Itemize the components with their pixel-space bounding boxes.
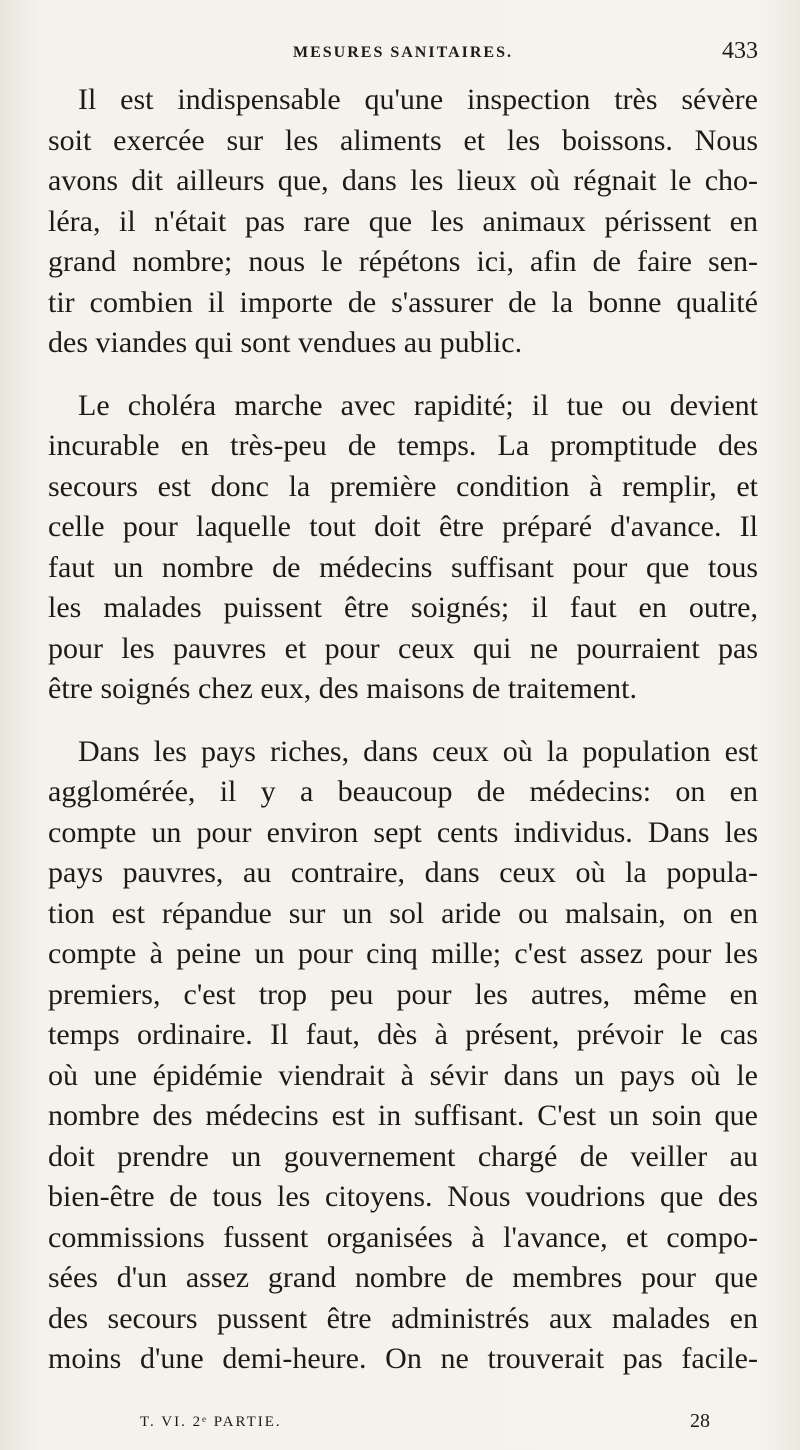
text-line: grand nombre; nous le répétons ici, afin de faire sen- — [48, 245, 758, 278]
text-line: faut un nombre de médecins suffisant pour que tous — [48, 550, 758, 584]
text-line: des viandes qui sont vendues au public. — [48, 326, 523, 359]
text-line: incurable en très-peu de temps. La promptitude des — [48, 429, 758, 462]
text-line: moins d'une demi-heure. On ne trouverait pas facile- — [48, 1342, 758, 1375]
page-footer — [140, 1410, 710, 1436]
text-line: commissions fussent organisées à l'avance, et compo- — [48, 1220, 758, 1254]
text-line: Le choléra marche avec rapidité; il tue ou devient — [78, 388, 758, 422]
text-line: tir combien il importe de s'assurer de la bonne qualité — [48, 285, 758, 319]
text-line: Il est indispensable qu'une inspection très sévère — [78, 83, 758, 116]
text-line: tion est répandue sur un sol aride ou malsain, on en — [48, 896, 758, 930]
sheet-number: 28 — [690, 1410, 710, 1432]
running-title: MESURES SANITAIRES. — [293, 44, 513, 61]
text-line: doit prendre un gouvernement chargé de veiller au — [48, 1139, 758, 1173]
text-line: secours est donc la première condition à remplir, et — [48, 469, 758, 503]
text-line: premiers, c'est trop peu pour les autres, même en — [48, 977, 758, 1011]
paragraph-rapid-relief — [48, 386, 758, 710]
text-line: bien-être de tous les citoyens. Nous voudrions que des — [48, 1180, 758, 1213]
text-line: celle pour laquelle tout doit être préparé d'avance. Il — [48, 510, 758, 543]
text-line: où une épidémie viendrait à sévir dans un pays où le — [48, 1058, 758, 1092]
page-number: 433 — [722, 38, 758, 64]
text-line: pour les pauvres et pour ceux qui ne pourraient pas — [48, 631, 758, 665]
text-line: être soignés chez eux, des maisons de traitement. — [48, 672, 637, 705]
text-line: soit exercée sur les aliments et les boissons. Nous — [48, 123, 758, 157]
signature-mark: T. VI. 2ᵉ PARTIE. — [140, 1414, 282, 1430]
text-line: compte à peine un pour cinq mille; c'est assez pour les — [48, 937, 758, 970]
text-line: léra, il n'était pas rare que les animaux périssent en — [48, 204, 758, 238]
text-line: avons dit ailleurs que, dans les lieux où régnait le cho- — [48, 164, 758, 197]
text-line: sées d'un assez grand nombre de membres pour que — [48, 1261, 758, 1294]
body-text — [48, 80, 758, 1380]
paragraph-food-inspection — [48, 80, 758, 364]
paragraph-doctors — [48, 732, 758, 1380]
text-line: les malades puissent être soignés; il faut en outre, — [48, 591, 758, 624]
text-line: pays pauvres, au contraire, dans ceux où la popula- — [48, 856, 758, 889]
text-line: nombre des médecins est in suffisant. C'est un soin que — [48, 1099, 758, 1132]
text-line: compte un pour environ sept cents individus. Dans les — [48, 815, 758, 849]
text-line: Dans les pays riches, dans ceux où la population est — [78, 734, 758, 768]
text-line: temps ordinaire. Il faut, dès à présent, prévoir le cas — [48, 1018, 758, 1051]
running-head — [48, 38, 758, 68]
text-line: agglomérée, il y a beaucoup de médecins: on en — [48, 775, 758, 808]
text-line: des secours pussent être administrés aux malades en — [48, 1301, 758, 1335]
